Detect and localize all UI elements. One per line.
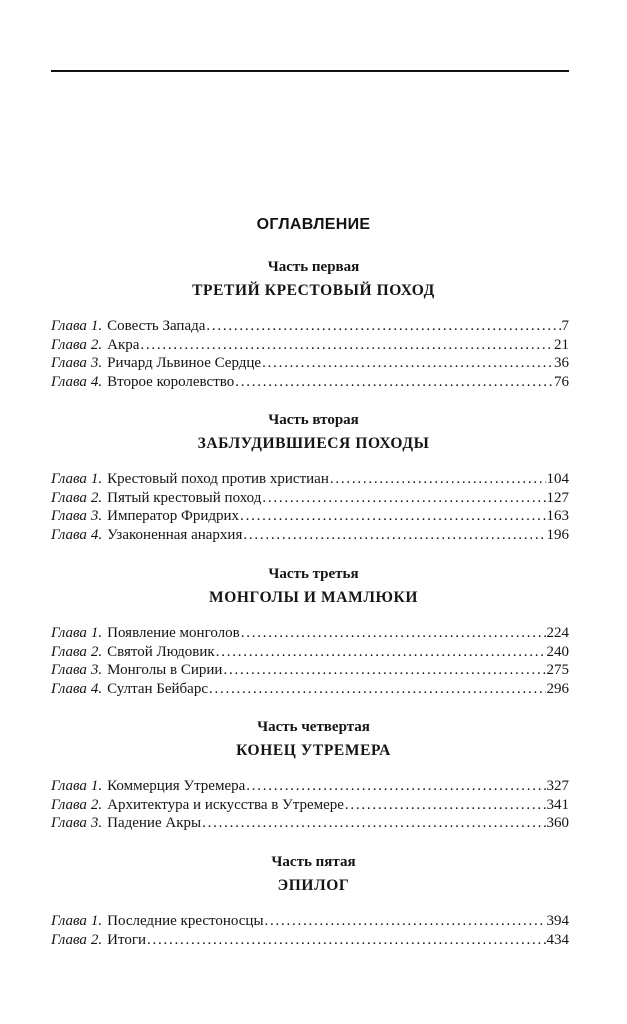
chapter-number: 2. [90,336,103,353]
page-number: 104 [546,471,569,487]
chapter-word: Глава [51,796,87,813]
chapter-row [51,912,569,931]
dot-leader [262,489,545,508]
chapter-number: 3. [90,508,103,525]
chapter-title: Падение Акры [107,815,202,832]
part-label: Часть четвертая [257,719,370,735]
chapter-word: Глава [51,662,87,679]
chapter-title: Появление монголов [107,625,240,641]
chapter-list [0,317,627,391]
page-number: 196 [546,526,569,543]
chapter-row [51,931,569,950]
chapter-title: Итоги [107,931,146,948]
chapter-title: Узаконенная анархия [107,526,243,543]
toc-part [0,258,627,391]
chapter-number: 1. [90,471,103,487]
dot-leader [235,373,553,392]
chapter-word: Глава [51,815,87,832]
chapter-list [0,470,627,544]
chapter-title: Архитектура и искусства в Утремере [107,796,344,813]
dot-leader [240,507,545,526]
part-title: КОНЕЦ УТРЕМЕРА [236,742,391,759]
chapter-word: Глава [51,318,87,334]
chapter-title: Второе королевство [107,373,235,390]
chapter-title: Император Фридрих [107,508,240,525]
chapter-word: Глава [51,680,87,697]
chapter-word: Глава [51,931,87,948]
chapter-word: Глава [51,373,87,390]
chapter-title: Последние крестоносцы [107,913,264,929]
chapter-title: Монголы в Сирии [107,662,223,679]
dot-leader [345,796,546,815]
part-label: Часть третья [268,566,359,582]
chapter-word: Глава [51,508,87,525]
chapter-row [51,526,569,545]
chapter-row [51,507,569,526]
chapter-row [51,661,569,680]
toc-part [0,565,627,698]
chapter-list [0,912,627,949]
page-number: 76 [554,373,569,390]
chapter-number: 3. [90,355,103,372]
page-number: 434 [546,931,569,948]
dot-leader [140,336,553,355]
chapter-row [51,470,569,489]
part-title: ТРЕТИЙ КРЕСТОВЫЙ ПОХОД [192,282,435,299]
page-number: 240 [546,643,569,660]
chapter-row [51,624,569,643]
chapter-number: 4. [90,526,103,543]
dot-leader [243,526,545,545]
part-title: МОНГОЛЫ И МАМЛЮКИ [208,589,419,606]
dot-leader [246,777,545,796]
chapter-number: 4. [90,373,103,390]
page-number: 275 [546,662,569,679]
chapter-word: Глава [51,355,87,372]
page-number: 127 [546,489,569,506]
dot-leader [147,931,546,950]
chapter-number: 3. [90,815,103,832]
page-number: 21 [554,336,569,353]
chapter-row [51,796,569,815]
chapter-number: 3. [90,662,103,679]
dot-leader [262,354,553,373]
dot-leader [241,624,546,643]
chapter-row [51,373,569,392]
page-number: 163 [546,508,569,525]
chapter-number: 2. [90,489,103,506]
dot-leader [330,470,546,489]
dot-leader [216,643,546,662]
chapter-word: Глава [51,489,87,506]
chapter-word: Глава [51,625,87,641]
chapter-list [0,777,627,833]
page-number: 36 [554,355,569,372]
dot-leader [202,814,545,833]
chapter-title: Ричард Львиное Сердце [107,355,262,372]
page-number: 7 [561,318,569,334]
part-title: ЗАБЛУДИВШИЕСЯ ПОХОДЫ [197,435,430,452]
chapter-title: Пятый крестовый поход [107,489,262,506]
chapter-number: 2. [90,796,103,813]
toc-part [0,853,627,949]
dot-leader [209,680,545,699]
chapter-title: Коммерция Утремера [107,778,246,794]
toc-part [0,411,627,544]
dot-leader [206,317,560,336]
chapter-row [51,489,569,508]
chapter-row [51,643,569,662]
chapter-word: Глава [51,526,87,543]
chapter-number: 1. [90,318,103,334]
chapter-row [51,814,569,833]
chapter-number: 1. [90,625,103,641]
toc-part [0,718,627,833]
chapter-number: 2. [90,931,103,948]
chapter-word: Глава [51,913,87,929]
chapter-row [51,680,569,699]
chapter-number: 1. [90,913,103,929]
page-number: 360 [546,815,569,832]
chapter-number: 2. [90,643,103,660]
chapter-row [51,336,569,355]
page-number: 296 [546,680,569,697]
chapter-title: Крестовый поход против христиан [107,471,329,487]
chapter-list [0,624,627,698]
page-number: 341 [546,796,569,813]
chapter-word: Глава [51,778,87,794]
page-number: 224 [546,625,569,641]
page-number: 394 [546,913,569,929]
chapter-word: Глава [51,336,87,353]
part-label: Часть пятая [271,854,356,870]
chapter-word: Глава [51,471,87,487]
toc-title: ОГЛАВЛЕНИЕ [256,216,371,233]
part-label: Часть вторая [268,412,359,428]
top-rule [51,70,569,72]
dot-leader [223,661,545,680]
part-title: ЭПИЛОГ [277,877,350,894]
chapter-word: Глава [51,643,87,660]
chapter-title: Святой Людовик [107,643,215,660]
chapter-title: Султан Бейбарс [107,680,209,697]
chapter-row [51,354,569,373]
chapter-row [51,317,569,336]
dot-leader [265,912,546,931]
chapter-number: 4. [90,680,103,697]
chapter-title: Акра [107,336,140,353]
chapter-number: 1. [90,778,103,794]
page-number: 327 [546,778,569,794]
chapter-row [51,777,569,796]
chapter-title: Совесть Запада [107,318,206,334]
part-label: Часть первая [267,259,360,275]
